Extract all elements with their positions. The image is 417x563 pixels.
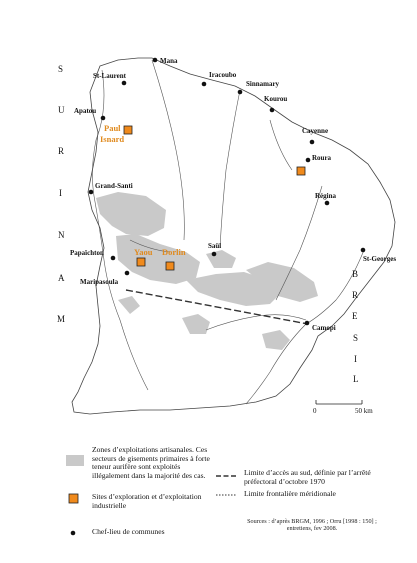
town-dot-maripasoula (125, 271, 130, 276)
zone-saul (206, 250, 236, 268)
suriname-letter: N (58, 230, 65, 240)
sources-line-2: entretiens, fev 2008. (286, 525, 338, 533)
bresil-letter: S (353, 333, 359, 343)
scale-label-zero: 0 (313, 407, 317, 415)
bresil-letter: B (352, 269, 359, 279)
town-dot-st-georges (361, 248, 366, 253)
site-marker-dorlin (166, 262, 174, 270)
river-tributary-1 (206, 315, 306, 330)
site-marker-roura (297, 167, 305, 175)
zone-yaou (116, 234, 200, 284)
town-dot-camopi (305, 321, 310, 326)
sources-line-1: Sources : d’après BRGM, 1996 ; Orru [1998 : 150] ; (247, 518, 377, 525)
town-label-st-laurent: St-Laurent (93, 72, 126, 80)
zone-south-c (118, 296, 140, 314)
site-marker-yaou (137, 258, 145, 266)
town-dot-grand-santi (89, 190, 94, 195)
scale-label-max: 50 km (355, 407, 373, 415)
town-label-papaichton: Papaïchton (70, 249, 104, 257)
legend-limite-acces-text: Limite d’accès au sud, définie par l’arrêté préfectoral d’octobre 1970 (244, 468, 371, 486)
bresil-letter: E (352, 311, 358, 321)
town-label-roura: Roura (312, 154, 332, 162)
country-label-bresil (352, 269, 359, 384)
town-label-iracoubo: Iracoubo (209, 71, 237, 79)
bresil-letter: L (353, 374, 359, 384)
river-sinnamary (220, 90, 240, 248)
suriname-letter: R (58, 146, 65, 156)
town-label-regina: Régina (315, 192, 336, 200)
town-label-mana: Mana (160, 57, 178, 65)
legend-chef-lieu-dot (71, 531, 76, 536)
town-label-kourou: Kourou (264, 95, 288, 103)
site-label-yaou: Yaou (134, 247, 153, 257)
town-label-cayenne: Cayenne (302, 127, 329, 135)
site-marker-paul-isnard (124, 126, 132, 134)
town-dot-papaichton (111, 256, 116, 261)
zone-south-b (262, 330, 290, 350)
town-dot-saul (212, 252, 217, 257)
town-label-camopi: Camopi (312, 324, 336, 332)
site-label-paul-isnard-1: Paul (104, 123, 121, 133)
town-dot-mana (153, 58, 158, 63)
zone-south-a (182, 314, 210, 334)
zone-west (96, 192, 166, 236)
site-label-paul-isnard-2: Isnard (100, 134, 125, 144)
legend-sites-text: Sites d’exploration et d’exploitation industrielle (92, 492, 202, 510)
town-dot-roura (306, 158, 311, 163)
site-label-dorlin: Dorlin (162, 247, 186, 257)
legend-limite-frontaliere-text: Limite frontalière méridionale (244, 489, 336, 498)
town-dot-regina (325, 201, 330, 206)
bresil-letter: R (352, 290, 359, 300)
suriname-letter: U (58, 105, 65, 115)
artisanal-zones (96, 192, 318, 350)
scale-bar (313, 400, 373, 415)
suriname-letter: S (58, 64, 64, 74)
country-label-suriname (57, 64, 65, 324)
town-label-sinnamary: Sinnamary (246, 80, 280, 88)
town-label-saul: Saül (208, 242, 222, 250)
town-dot-apatou (101, 116, 106, 121)
legend-zone-swatch (66, 455, 84, 466)
sources-note (232, 518, 392, 533)
town-dot-kourou (270, 108, 275, 113)
river-tributary-3 (270, 120, 292, 170)
legend-zones-text: Zones d’exploitations artisanales. Ces secteurs de gisements primaires à forte teneur aurifère sont exploités illégalement dans la majorité des cas. (92, 445, 210, 480)
suriname-letter: A (58, 273, 65, 283)
legend-chef-lieu-text: Chef-lieu de communes (92, 527, 165, 536)
suriname-letter: I (59, 188, 62, 198)
town-dot-sinnamary (238, 90, 243, 95)
town-label-st-georges: St-Georges (363, 255, 397, 263)
town-dot-st-laurent (122, 81, 127, 86)
town-label-apatou: Apatou (74, 107, 97, 115)
legend-site-swatch (69, 494, 78, 503)
suriname-letter: M (57, 314, 66, 324)
town-label-maripasoula: Maripasoula (80, 278, 119, 286)
bresil-letter: I (354, 354, 357, 364)
town-label-grand-santi: Grand-Santi (95, 182, 133, 190)
town-dot-iracoubo (202, 82, 207, 87)
town-dot-cayenne (310, 140, 315, 145)
